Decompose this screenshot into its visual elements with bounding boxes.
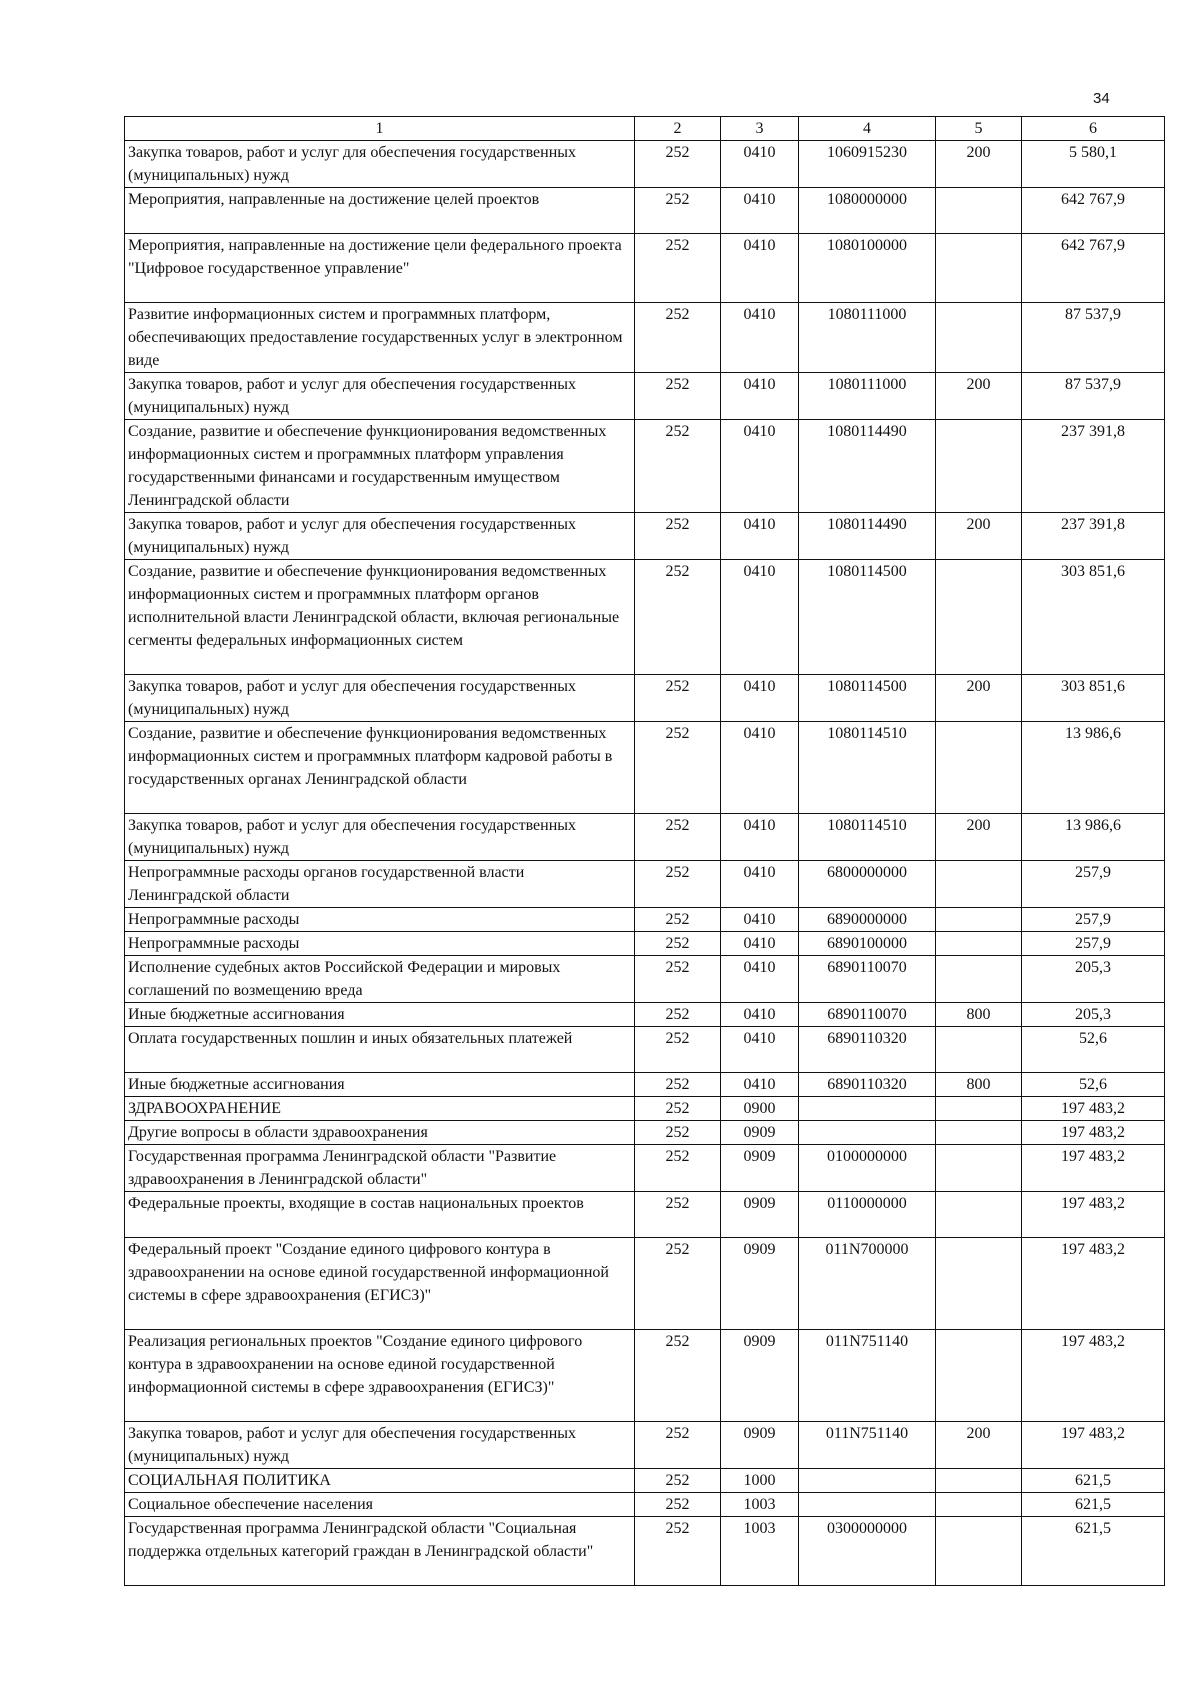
row-article-cell: 6890100000 bbox=[799, 932, 936, 956]
table-row bbox=[125, 1027, 1165, 1073]
row-section-cell: 0909 bbox=[721, 1145, 799, 1192]
row-type-cell: 200 bbox=[936, 373, 1022, 420]
row-sum-cell: 197 483,2 bbox=[1022, 1192, 1165, 1238]
row-name-cell: Исполнение судебных актов Российской Федерации и мировых соглашений по возмещению вреда bbox=[125, 956, 635, 1003]
row-type-cell bbox=[936, 303, 1022, 373]
page-number: 34 bbox=[1093, 90, 1110, 107]
row-section-cell: 1003 bbox=[721, 1517, 799, 1586]
row-type-cell bbox=[936, 1145, 1022, 1192]
header-col-4: 4 bbox=[799, 117, 936, 141]
table-row bbox=[125, 814, 1165, 861]
row-type-cell bbox=[936, 1121, 1022, 1145]
row-section-cell: 0410 bbox=[721, 861, 799, 908]
row-code-cell: 252 bbox=[635, 1097, 721, 1121]
row-article-cell: 1080000000 bbox=[799, 188, 936, 234]
row-code-cell: 252 bbox=[635, 1493, 721, 1517]
header-col-6: 6 bbox=[1022, 117, 1165, 141]
row-sum-cell: 257,9 bbox=[1022, 932, 1165, 956]
row-section-cell: 0410 bbox=[721, 1027, 799, 1073]
row-code-cell: 252 bbox=[635, 814, 721, 861]
row-code-cell: 252 bbox=[635, 932, 721, 956]
row-name-cell: Реализация региональных проектов "Создание единого цифрового контура в здравоохранении на основе единой государственной информационной системы в сфере здравоохранения (ЕГИСЗ)" bbox=[125, 1330, 635, 1422]
table-row bbox=[125, 1097, 1165, 1121]
row-name-cell: Закупка товаров, работ и услуг для обеспечения государственных (муниципальных) нужд bbox=[125, 675, 635, 722]
row-article-cell: 6890110070 bbox=[799, 1003, 936, 1027]
table-row bbox=[125, 373, 1165, 420]
row-code-cell: 252 bbox=[635, 560, 721, 675]
table-row bbox=[125, 1493, 1165, 1517]
row-sum-cell: 52,6 bbox=[1022, 1027, 1165, 1073]
row-article-cell: 1080114490 bbox=[799, 513, 936, 560]
table-row bbox=[125, 303, 1165, 373]
table-row bbox=[125, 932, 1165, 956]
row-name-cell: Создание, развитие и обеспечение функционирования ведомственных информационных систем и программных платформ управления государственными финансами и государственным имуществом Ленинградской области bbox=[125, 420, 635, 513]
row-type-cell bbox=[936, 722, 1022, 814]
row-code-cell: 252 bbox=[635, 722, 721, 814]
row-type-cell bbox=[936, 560, 1022, 675]
header-col-2: 2 bbox=[635, 117, 721, 141]
row-name-cell: Создание, развитие и обеспечение функционирования ведомственных информационных систем и программных платформ кадровой работы в государственных органах Ленинградской области bbox=[125, 722, 635, 814]
row-code-cell: 252 bbox=[635, 303, 721, 373]
table-row bbox=[125, 956, 1165, 1003]
row-code-cell: 252 bbox=[635, 1517, 721, 1586]
row-type-cell: 200 bbox=[936, 675, 1022, 722]
row-sum-cell: 303 851,6 bbox=[1022, 560, 1165, 675]
table-row bbox=[125, 141, 1165, 188]
table-row bbox=[125, 1145, 1165, 1192]
row-article-cell: 6890110320 bbox=[799, 1073, 936, 1097]
table-body bbox=[125, 141, 1165, 1586]
row-section-cell: 0410 bbox=[721, 420, 799, 513]
row-type-cell bbox=[936, 861, 1022, 908]
table-row bbox=[125, 420, 1165, 513]
row-sum-cell: 13 986,6 bbox=[1022, 814, 1165, 861]
row-sum-cell: 642 767,9 bbox=[1022, 188, 1165, 234]
row-section-cell: 0410 bbox=[721, 513, 799, 560]
row-name-cell: Непрограммные расходы органов государственной власти Ленинградской области bbox=[125, 861, 635, 908]
row-article-cell bbox=[799, 1469, 936, 1493]
row-section-cell: 0410 bbox=[721, 932, 799, 956]
row-article-cell bbox=[799, 1097, 936, 1121]
row-type-cell bbox=[936, 1097, 1022, 1121]
row-article-cell: 1080114490 bbox=[799, 420, 936, 513]
row-code-cell: 252 bbox=[635, 675, 721, 722]
row-name-cell: Закупка товаров, работ и услуг для обеспечения государственных (муниципальных) нужд bbox=[125, 373, 635, 420]
row-section-cell: 1003 bbox=[721, 1493, 799, 1517]
row-type-cell: 200 bbox=[936, 141, 1022, 188]
row-type-cell bbox=[936, 1469, 1022, 1493]
row-section-cell: 0909 bbox=[721, 1330, 799, 1422]
row-code-cell: 252 bbox=[635, 1330, 721, 1422]
row-sum-cell: 197 483,2 bbox=[1022, 1330, 1165, 1422]
row-sum-cell: 87 537,9 bbox=[1022, 373, 1165, 420]
row-article-cell: 1080111000 bbox=[799, 303, 936, 373]
row-type-cell bbox=[936, 932, 1022, 956]
row-article-cell: 1080100000 bbox=[799, 234, 936, 303]
row-sum-cell: 197 483,2 bbox=[1022, 1238, 1165, 1330]
row-type-cell bbox=[936, 1027, 1022, 1073]
row-name-cell: Государственная программа Ленинградской области "Развитие здравоохранения в Ленинградской области" bbox=[125, 1145, 635, 1192]
table-row bbox=[125, 675, 1165, 722]
row-section-cell: 0410 bbox=[721, 560, 799, 675]
row-code-cell: 252 bbox=[635, 373, 721, 420]
table-row bbox=[125, 861, 1165, 908]
row-code-cell: 252 bbox=[635, 141, 721, 188]
row-article-cell: 6890000000 bbox=[799, 908, 936, 932]
row-code-cell: 252 bbox=[635, 1469, 721, 1493]
row-code-cell: 252 bbox=[635, 1422, 721, 1469]
row-code-cell: 252 bbox=[635, 234, 721, 303]
table-row bbox=[125, 1469, 1165, 1493]
row-name-cell: Федеральный проект "Создание единого цифрового контура в здравоохранении на основе единой государственной информационной системы в сфере здравоохранения (ЕГИСЗ)" bbox=[125, 1238, 635, 1330]
row-type-cell bbox=[936, 188, 1022, 234]
row-name-cell: Социальное обеспечение населения bbox=[125, 1493, 635, 1517]
row-article-cell: 011N700000 bbox=[799, 1238, 936, 1330]
row-code-cell: 252 bbox=[635, 1145, 721, 1192]
row-name-cell: Оплата государственных пошлин и иных обязательных платежей bbox=[125, 1027, 635, 1073]
row-code-cell: 252 bbox=[635, 1238, 721, 1330]
row-name-cell: СОЦИАЛЬНАЯ ПОЛИТИКА bbox=[125, 1469, 635, 1493]
row-code-cell: 252 bbox=[635, 188, 721, 234]
row-name-cell: Мероприятия, направленные на достижение цели федерального проекта "Цифровое государственное управление" bbox=[125, 234, 635, 303]
row-name-cell: Развитие информационных систем и программных платформ, обеспечивающих предоставление государственных услуг в электронном виде bbox=[125, 303, 635, 373]
row-type-cell bbox=[936, 908, 1022, 932]
row-name-cell: Закупка товаров, работ и услуг для обеспечения государственных (муниципальных) нужд bbox=[125, 814, 635, 861]
row-section-cell: 0410 bbox=[721, 141, 799, 188]
table-row bbox=[125, 1073, 1165, 1097]
row-article-cell: 1080114510 bbox=[799, 814, 936, 861]
row-sum-cell: 303 851,6 bbox=[1022, 675, 1165, 722]
row-sum-cell: 642 767,9 bbox=[1022, 234, 1165, 303]
row-article-cell: 1080114500 bbox=[799, 560, 936, 675]
table-row bbox=[125, 1121, 1165, 1145]
row-name-cell: Федеральные проекты, входящие в состав национальных проектов bbox=[125, 1192, 635, 1238]
row-name-cell: Создание, развитие и обеспечение функционирования ведомственных информационных систем и программных платформ органов исполнительной власти Ленинградской области, включая региональные сегменты федеральных информационных систем bbox=[125, 560, 635, 675]
row-type-cell: 200 bbox=[936, 814, 1022, 861]
row-section-cell: 0410 bbox=[721, 814, 799, 861]
table-row bbox=[125, 188, 1165, 234]
row-type-cell: 800 bbox=[936, 1003, 1022, 1027]
budget-table bbox=[124, 116, 1165, 1586]
row-article-cell bbox=[799, 1121, 936, 1145]
row-sum-cell: 197 483,2 bbox=[1022, 1145, 1165, 1192]
row-article-cell bbox=[799, 1493, 936, 1517]
row-sum-cell: 197 483,2 bbox=[1022, 1422, 1165, 1469]
table-row bbox=[125, 908, 1165, 932]
row-article-cell: 1080114500 bbox=[799, 675, 936, 722]
header-row bbox=[125, 117, 1165, 141]
header-col-1: 1 bbox=[125, 117, 635, 141]
row-section-cell: 0410 bbox=[721, 373, 799, 420]
row-name-cell: Закупка товаров, работ и услуг для обеспечения государственных (муниципальных) нужд bbox=[125, 141, 635, 188]
row-sum-cell: 197 483,2 bbox=[1022, 1097, 1165, 1121]
table-row bbox=[125, 1003, 1165, 1027]
row-article-cell: 0300000000 bbox=[799, 1517, 936, 1586]
row-sum-cell: 87 537,9 bbox=[1022, 303, 1165, 373]
row-article-cell: 011N751140 bbox=[799, 1330, 936, 1422]
row-section-cell: 0410 bbox=[721, 956, 799, 1003]
row-section-cell: 0900 bbox=[721, 1097, 799, 1121]
header-col-5: 5 bbox=[936, 117, 1022, 141]
row-section-cell: 0410 bbox=[721, 722, 799, 814]
row-section-cell: 0410 bbox=[721, 234, 799, 303]
header-col-3: 3 bbox=[721, 117, 799, 141]
row-sum-cell: 621,5 bbox=[1022, 1517, 1165, 1586]
row-sum-cell: 257,9 bbox=[1022, 908, 1165, 932]
row-article-cell: 6890110320 bbox=[799, 1027, 936, 1073]
row-sum-cell: 237 391,8 bbox=[1022, 420, 1165, 513]
table-row bbox=[125, 513, 1165, 560]
row-type-cell bbox=[936, 1517, 1022, 1586]
row-article-cell: 0100000000 bbox=[799, 1145, 936, 1192]
row-section-cell: 0410 bbox=[721, 908, 799, 932]
row-article-cell: 1080114510 bbox=[799, 722, 936, 814]
row-sum-cell: 621,5 bbox=[1022, 1493, 1165, 1517]
table-row bbox=[125, 1238, 1165, 1330]
row-section-cell: 0410 bbox=[721, 675, 799, 722]
row-section-cell: 0909 bbox=[721, 1422, 799, 1469]
row-name-cell: Непрограммные расходы bbox=[125, 908, 635, 932]
row-article-cell: 0110000000 bbox=[799, 1192, 936, 1238]
table-row bbox=[125, 1330, 1165, 1422]
row-sum-cell: 257,9 bbox=[1022, 861, 1165, 908]
row-article-cell: 6800000000 bbox=[799, 861, 936, 908]
row-sum-cell: 52,6 bbox=[1022, 1073, 1165, 1097]
row-type-cell bbox=[936, 234, 1022, 303]
row-type-cell bbox=[936, 1238, 1022, 1330]
row-type-cell bbox=[936, 956, 1022, 1003]
row-code-cell: 252 bbox=[635, 1121, 721, 1145]
row-sum-cell: 205,3 bbox=[1022, 1003, 1165, 1027]
row-section-cell: 0410 bbox=[721, 188, 799, 234]
table-row bbox=[125, 1192, 1165, 1238]
row-type-cell bbox=[936, 1330, 1022, 1422]
table-row bbox=[125, 722, 1165, 814]
row-code-cell: 252 bbox=[635, 1003, 721, 1027]
row-article-cell: 011N751140 bbox=[799, 1422, 936, 1469]
row-sum-cell: 197 483,2 bbox=[1022, 1121, 1165, 1145]
table-row bbox=[125, 234, 1165, 303]
row-name-cell: Государственная программа Ленинградской области "Социальная поддержка отдельных категорий граждан в Ленинградской области" bbox=[125, 1517, 635, 1586]
row-code-cell: 252 bbox=[635, 420, 721, 513]
row-code-cell: 252 bbox=[635, 956, 721, 1003]
row-code-cell: 252 bbox=[635, 1073, 721, 1097]
row-section-cell: 0909 bbox=[721, 1192, 799, 1238]
row-sum-cell: 5 580,1 bbox=[1022, 141, 1165, 188]
row-name-cell: Иные бюджетные ассигнования bbox=[125, 1003, 635, 1027]
row-article-cell: 1080111000 bbox=[799, 373, 936, 420]
row-type-cell bbox=[936, 420, 1022, 513]
row-type-cell bbox=[936, 1192, 1022, 1238]
row-name-cell: Иные бюджетные ассигнования bbox=[125, 1073, 635, 1097]
row-sum-cell: 205,3 bbox=[1022, 956, 1165, 1003]
row-code-cell: 252 bbox=[635, 861, 721, 908]
row-name-cell: Закупка товаров, работ и услуг для обеспечения государственных (муниципальных) нужд bbox=[125, 1422, 635, 1469]
row-name-cell: ЗДРАВООХРАНЕНИЕ bbox=[125, 1097, 635, 1121]
row-section-cell: 1000 bbox=[721, 1469, 799, 1493]
row-type-cell: 800 bbox=[936, 1073, 1022, 1097]
table-header bbox=[125, 117, 1165, 141]
row-sum-cell: 621,5 bbox=[1022, 1469, 1165, 1493]
row-name-cell: Непрограммные расходы bbox=[125, 932, 635, 956]
row-section-cell: 0410 bbox=[721, 303, 799, 373]
row-sum-cell: 237 391,8 bbox=[1022, 513, 1165, 560]
row-article-cell: 6890110070 bbox=[799, 956, 936, 1003]
row-type-cell: 200 bbox=[936, 1422, 1022, 1469]
table-row bbox=[125, 560, 1165, 675]
row-type-cell: 200 bbox=[936, 513, 1022, 560]
row-section-cell: 0410 bbox=[721, 1003, 799, 1027]
row-section-cell: 0410 bbox=[721, 1073, 799, 1097]
row-section-cell: 0909 bbox=[721, 1238, 799, 1330]
row-code-cell: 252 bbox=[635, 1027, 721, 1073]
row-article-cell: 1060915230 bbox=[799, 141, 936, 188]
row-code-cell: 252 bbox=[635, 1192, 721, 1238]
row-code-cell: 252 bbox=[635, 908, 721, 932]
table-row bbox=[125, 1422, 1165, 1469]
row-name-cell: Другие вопросы в области здравоохранения bbox=[125, 1121, 635, 1145]
row-sum-cell: 13 986,6 bbox=[1022, 722, 1165, 814]
row-name-cell: Закупка товаров, работ и услуг для обеспечения государственных (муниципальных) нужд bbox=[125, 513, 635, 560]
table-row bbox=[125, 1517, 1165, 1586]
row-section-cell: 0909 bbox=[721, 1121, 799, 1145]
row-type-cell bbox=[936, 1493, 1022, 1517]
row-code-cell: 252 bbox=[635, 513, 721, 560]
row-name-cell: Мероприятия, направленные на достижение целей проектов bbox=[125, 188, 635, 234]
